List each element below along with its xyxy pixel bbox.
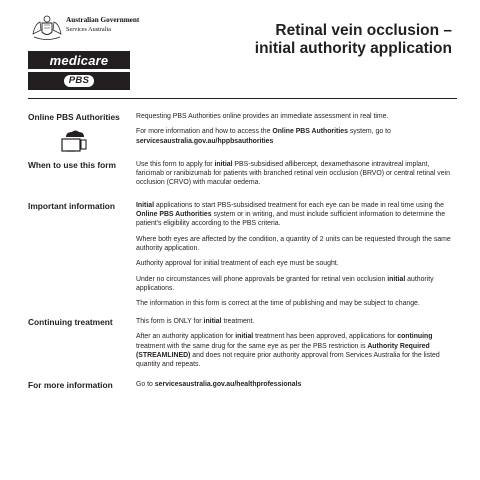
paragraph (136, 201, 457, 229)
system-name: Online PBS Authorities (272, 128, 348, 136)
health-professionals-link[interactable]: servicesaustralia.gov.au/healthprofessionals (154, 381, 302, 388)
system-name: Online PBS Authorities (136, 211, 212, 219)
text: After an authority application for (136, 333, 236, 341)
section-label: Continuing treatment (28, 317, 113, 327)
paragraph (136, 380, 457, 389)
text: Use this form to apply for (136, 161, 215, 168)
section-label: Online PBS Authorities (28, 112, 120, 122)
government-wordmark (66, 16, 139, 34)
text: For more information and how to access the (136, 128, 273, 136)
paragraph: Authority approval for initial treatment of each eye must be sought. (136, 260, 339, 268)
emphasis: initial (214, 161, 233, 168)
coat-of-arms-icon (30, 14, 64, 42)
emphasis: initial (235, 333, 254, 341)
paragraph: The information in this form is correct at the time of publishing and may be subject to change. (136, 300, 420, 308)
header-divider (28, 98, 457, 99)
section-content (136, 317, 457, 375)
emphasis: initial (203, 318, 222, 325)
section-content (136, 112, 457, 152)
section-label: For more information (28, 380, 113, 390)
paragraph (136, 332, 457, 369)
paragraph: Requesting PBS Authorities online provides an immediate assessment in real time. (136, 113, 389, 120)
medicare-logo (28, 51, 130, 69)
text: treatment. (221, 318, 255, 325)
title-line-2: initial authority application (254, 40, 452, 57)
section-content (136, 201, 457, 315)
text: system, go to (347, 128, 391, 136)
government-name: Australian Government (66, 16, 140, 24)
paragraph (136, 160, 457, 188)
paragraph: Where both eyes are affected by the condition, a quantity of 2 units can be requested through the same authority application. (136, 235, 451, 252)
medicare-label: medicare (49, 52, 109, 68)
emphasis: Initial (136, 202, 154, 209)
text: applications to start PBS-subsidised treatment for each eye can be made in real time using the (154, 202, 444, 209)
emphasis: continuing (397, 333, 433, 341)
text: PBS-subsidised aflibercept, dexamethasone intravitreal implant, faricimab or ranibizumab for patients with branched retinal vein occlusion (BRVO) or central retinal vein occlusion (CRVO) with macular oedema. (136, 161, 450, 187)
emphasis: Authority Required (STREAMLINED) (136, 342, 430, 359)
paragraph (136, 127, 457, 145)
computer-icon (58, 128, 88, 154)
text: Go to (136, 381, 155, 388)
paragraph (136, 317, 457, 326)
pbs-logo (28, 72, 130, 90)
section-content (136, 160, 457, 194)
page-title (255, 22, 452, 58)
section-label: When to use this form (28, 160, 116, 170)
emphasis: initial (387, 275, 406, 283)
pbs-label: PBS (64, 75, 94, 87)
paragraph (136, 275, 457, 293)
section-content (136, 380, 457, 395)
title-line-1: Retinal vein occlusion – (275, 22, 452, 39)
text: treatment has been approved, applications for (253, 333, 398, 341)
text: treatment with the same drug for the same eye as per the PBS restriction is (136, 342, 368, 350)
text: system or in writing, and must include sufficient information to determine the patient's eligibility according to the PBS criteria. (136, 211, 446, 228)
text: This form is ONLY for (136, 318, 204, 325)
text: and does not require prior authority approval from Services Australia for the listed quantity and repeats. (136, 351, 440, 368)
text: authority applications. (136, 275, 434, 292)
text: Under no circumstances will phone approvals be granted for retinal vein occlusion (136, 275, 388, 283)
agency-name: Services Australia (66, 26, 111, 33)
section-label: Important information (28, 201, 116, 211)
authorities-link[interactable]: servicesaustralia.gov.au/hppbsauthorities (136, 137, 274, 145)
